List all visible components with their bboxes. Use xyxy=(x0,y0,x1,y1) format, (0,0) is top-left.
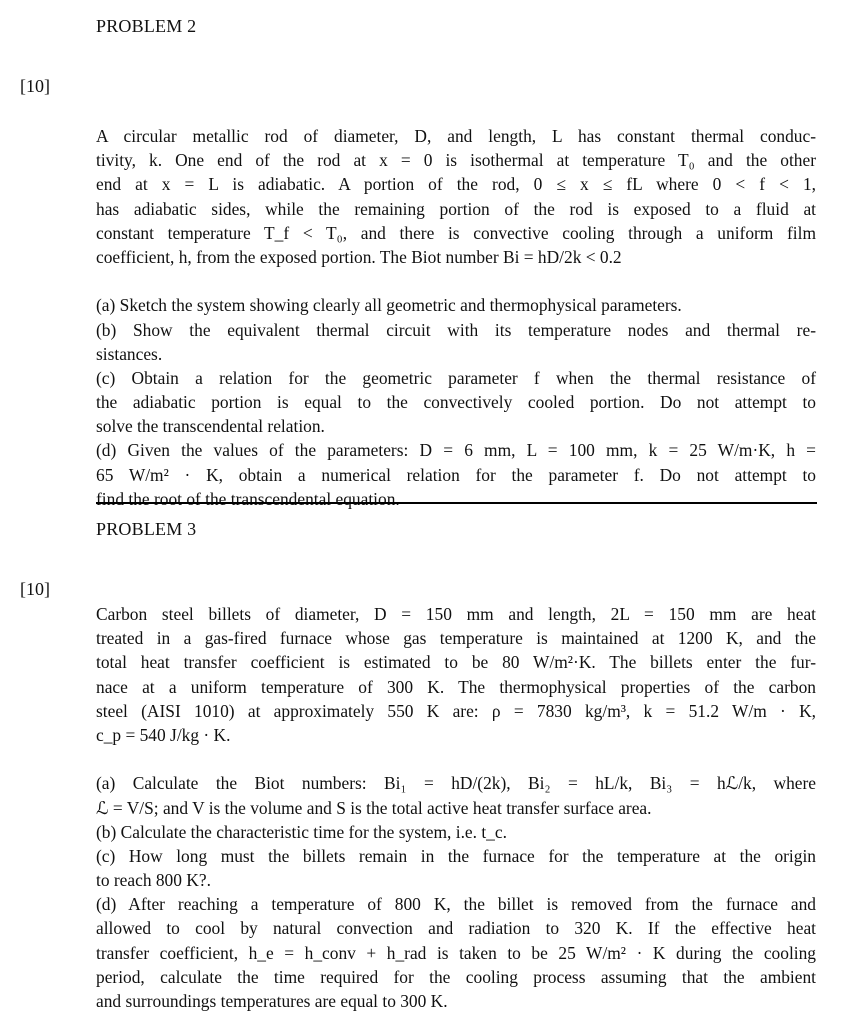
text-line: sistances. xyxy=(96,343,163,364)
problem-2-body xyxy=(96,124,816,511)
text-line: the adiabatic portion is equal to the convectively cooled portion. Do not attempt to xyxy=(96,392,816,413)
text-line: find the root of the transcendental equation. xyxy=(96,488,400,509)
text-line: (b) Show the equivalent thermal circuit with its temperature nodes and thermal re- xyxy=(96,319,816,340)
problem-3-part-d xyxy=(96,892,816,1013)
text-line: end at x = L is adiabatic. A portion of the rod, 0 ≤ x ≤ fL where 0 < f < 1, xyxy=(96,174,816,195)
text-line: steel (AISI 1010) at approximately 550 K are: ρ = 7830 kg/m³, k = 51.2 W/m · K, xyxy=(96,700,816,721)
problem-3-marks: [10] xyxy=(20,579,50,599)
text-line: treated in a gas-fired furnace whose gas temperature is maintained at 1200 K, and the xyxy=(96,628,816,649)
text-line: ℒ = V/S; and V is the volume and S is the total active heat transfer surface area. xyxy=(96,797,652,818)
problem-3-intro xyxy=(96,602,816,747)
text-line: and surroundings temperatures are equal to 300 K. xyxy=(96,991,448,1011)
problem-3-part-c xyxy=(96,844,816,892)
text-line: (c) How long must the billets remain in the furnace for the temperature at the origin xyxy=(96,845,816,866)
problem-2-intro xyxy=(96,124,816,269)
text-line: (d) After reaching a temperature of 800 K, the billet is removed from the furnace and xyxy=(96,894,816,915)
text-line: period, calculate the time required for the cooling process assuming that the ambient xyxy=(96,966,816,987)
text-line: (b) Calculate the characteristic time for the system, i.e. t_c. xyxy=(96,821,507,842)
text-line: (c) Obtain a relation for the geometric parameter f when the thermal resistance of xyxy=(96,367,816,388)
text-line: tivity, k. One end of the rod at x = 0 is isothermal at temperature T₀ and the other xyxy=(96,150,816,171)
section-divider xyxy=(96,502,817,504)
text-line: A circular metallic rod of diameter, D, and length, L has constant thermal conduc- xyxy=(96,126,816,146)
problem-2-marks: [10] xyxy=(20,76,50,96)
text-line: allowed to cool by natural convection and radiation to 320 K. If the effective heat xyxy=(96,918,816,939)
problem-2-part-a xyxy=(96,293,816,317)
problem-2-part-c xyxy=(96,366,816,439)
problem-2-heading: PROBLEM 2 xyxy=(96,16,197,36)
text-line: has adiabatic sides, while the remaining portion of the rod is exposed to a fluid at xyxy=(96,198,816,219)
problem-2-part-d xyxy=(96,438,816,511)
text-line: transfer coefficient, h_e = h_conv + h_rad is taken to be 25 W/m² · K during the cooling xyxy=(96,942,816,963)
problem-2-part-b xyxy=(96,318,816,366)
problem-3-body xyxy=(96,602,816,1013)
text-line: 65 W/m² · K, obtain a numerical relation for the parameter f. Do not attempt to xyxy=(96,464,816,485)
text-line: Carbon steel billets of diameter, D = 150 mm and length, 2L = 150 mm are heat xyxy=(96,604,816,624)
text-line: c_p = 540 J/kg · K. xyxy=(96,724,231,745)
text-line: coefficient, h, from the exposed portion. The Biot number Bi = hD/2k < 0.2 xyxy=(96,246,622,267)
text-line: (a) Sketch the system showing clearly all geometric and thermophysical parameters. xyxy=(96,295,682,316)
problem-3-part-a xyxy=(96,771,816,819)
text-line: constant temperature T_f < T₀, and there is convective cooling through a uniform film xyxy=(96,222,816,243)
text-line: to reach 800 K?. xyxy=(96,870,211,891)
problem-3-heading: PROBLEM 3 xyxy=(96,519,197,539)
text-line: (d) Given the values of the parameters: D = 6 mm, L = 100 mm, k = 25 W/m·K, h = xyxy=(96,440,816,461)
text-line: (a) Calculate the Biot numbers: Bi₁ = hD/(2k), Bi₂ = hL/k, Bi₃ = hℒ/k, where xyxy=(96,773,816,794)
text-line: nace at a uniform temperature of 300 K. The thermophysical properties of the carbon xyxy=(96,676,816,697)
text-line: solve the transcendental relation. xyxy=(96,416,325,437)
text-line: total heat transfer coefficient is estimated to be 80 W/m²·K. The billets enter the fur- xyxy=(96,652,816,673)
problem-3-part-b xyxy=(96,820,816,844)
